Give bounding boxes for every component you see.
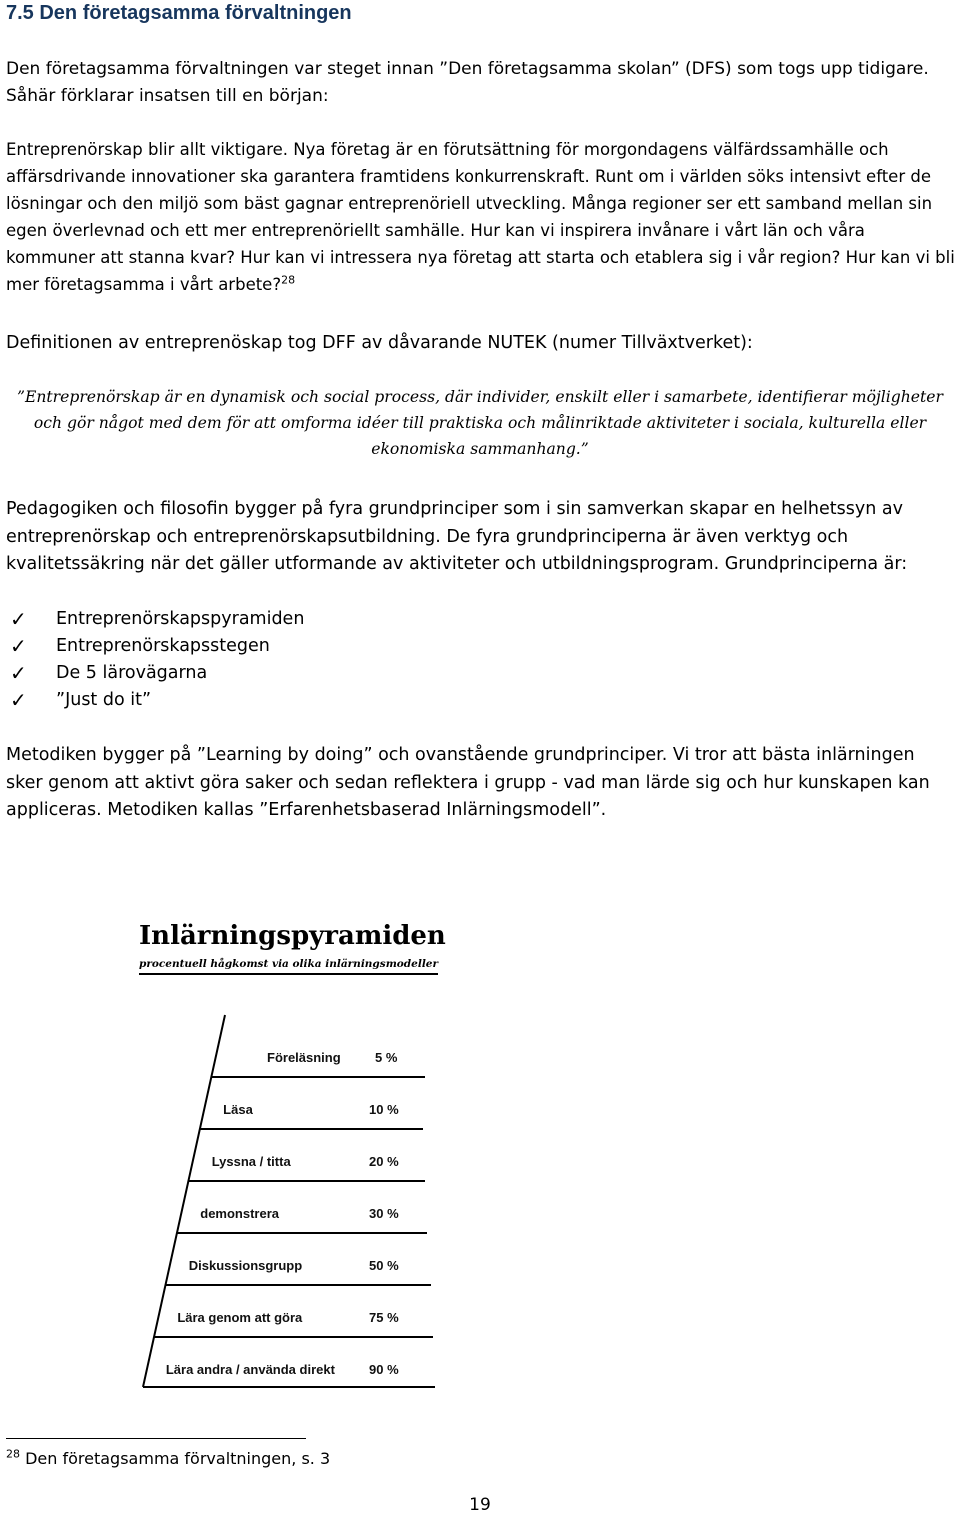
pyramid-level-label: Föreläsning	[267, 1050, 341, 1065]
method-paragraph: Metodiken bygger på ”Learning by doing” och ovanstående grundprinciper. Vi tror att bästa inlärningen sker genom att aktivt göra saker och sedan reflektera i grupp - vad man lärde sig och hur kunskapen kan appliceras. Metodiken kallas ”Erfarenhetsbaserad Inlärningsmodell”.	[6, 745, 930, 820]
checklist-item	[6, 687, 304, 714]
pyramid-level-percent: 20 %	[369, 1154, 399, 1169]
footnote-reference[interactable]: 28	[281, 273, 296, 287]
checklist-item	[6, 660, 304, 687]
page-number: 19	[469, 1495, 491, 1515]
pyramid-level-percent: 50 %	[369, 1258, 399, 1273]
pyramid-title: Inlärningspyramiden	[139, 921, 446, 951]
pyramid-level-percent: 30 %	[369, 1206, 399, 1221]
definition-paragraph: Definitionen av entreprenöskap tog DFF av dåvarande NUTEK (numer Tillväxtverket):	[6, 333, 753, 353]
footnote-text: Den företagsamma förvaltningen, s. 3	[25, 1449, 331, 1468]
pyramid-level-percent: 90 %	[369, 1362, 399, 1377]
pyramid-level-percent: 10 %	[369, 1102, 399, 1117]
definition-quote: ”Entreprenörskap är en dynamisk och social process, där individer, enskilt eller i samarbete, identifierar möjligheter och gör något med dem för att omforma idéer till praktiska och målinriktade aktiviteter i sociala, kulturella eller ekonomiska sammanhang.”	[16, 388, 943, 458]
pyramid-level-label: Lära genom att göra	[177, 1310, 303, 1325]
pyramid-level-percent: 5 %	[375, 1050, 398, 1065]
footnote-number: 28	[6, 1447, 20, 1461]
checklist-item	[6, 606, 304, 633]
pyramid-subtitle: procentuell hågkomst via olika inlärningsmodeller	[139, 957, 438, 975]
pyramid-level-label: demonstrera	[200, 1206, 280, 1221]
body-paragraph	[6, 136, 956, 298]
footnote	[6, 1448, 330, 1470]
principles-checklist	[6, 606, 304, 714]
check-icon: ✓	[10, 688, 27, 712]
checklist-item	[6, 633, 304, 660]
checklist-item-label: ”Just do it”	[56, 690, 152, 710]
pyramid-level-label: Lära andra / använda direkt	[165, 1362, 335, 1377]
body-text: Entreprenörskap blir allt viktigare. Nya företag är en förutsättning för morgondagens välfärdssamhälle och affärsdrivande innovationer ska garantera framtidens konkurrenskraft. Runt om i världen söks intensivt efter de lösningar och den miljö som bäst gagnar entreprenöriell utveckling. Många regioner ser ett samband mellan sin egen överlevnad och ett mer entreprenöriellt samhälle. Hur kan vi inspirera invånare i vårt län och våra kommuner att stanna kvar? Hur kan vi intressera nya företag att starta och etablera sig i vår region? Hur kan vi bli mer företagsamma i vårt arbete?	[6, 140, 955, 294]
pyramid-graphic	[125, 915, 455, 1395]
pyramid-outline	[143, 1015, 435, 1387]
section-heading: 7.5 Den företagsamma förvaltningen	[6, 2, 352, 24]
pyramid-level-label: Lyssna / titta	[211, 1154, 291, 1169]
pyramid-level-percent: 75 %	[369, 1310, 399, 1325]
footnote-divider	[6, 1438, 306, 1439]
checklist-item-label: Entreprenörskapsstegen	[56, 636, 270, 656]
pyramid-level-label: Läsa	[223, 1102, 253, 1117]
learning-pyramid-figure	[125, 915, 455, 1395]
check-icon: ✓	[10, 661, 27, 685]
check-icon: ✓	[10, 607, 27, 631]
pedagogy-paragraph: Pedagogiken och filosofin bygger på fyra grundprinciper som i sin samverkan skapar en helhetssyn av entreprenörskap och entreprenörskapsutbildning. De fyra grundprinciperna är även verktyg och kvalitetssäkring när det gäller utformande av aktiviteter och utbildningsprogram. Grundprinciperna är:	[6, 499, 908, 574]
pyramid-levels	[154, 1050, 433, 1377]
checklist-item-label: De 5 lärovägarna	[56, 663, 208, 683]
pyramid-level-label: Diskussionsgrupp	[188, 1258, 303, 1273]
checklist-item-label: Entreprenörskapspyramiden	[56, 609, 305, 629]
check-icon: ✓	[10, 634, 27, 658]
intro-paragraph: Den företagsamma förvaltningen var steget innan ”Den företagsamma skolan” (DFS) som togs upp tidigare. Såhär förklarar insatsen till en början:	[6, 59, 929, 106]
